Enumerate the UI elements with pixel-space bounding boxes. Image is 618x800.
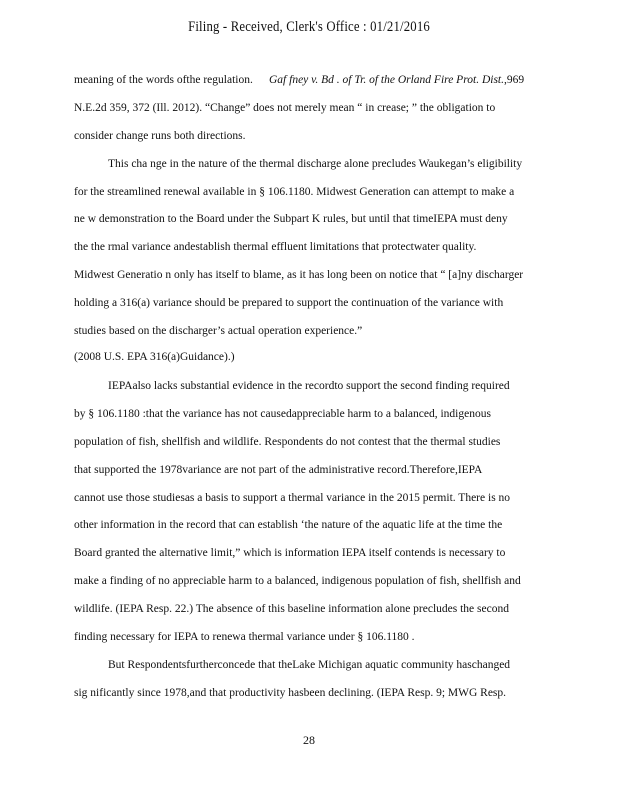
body-line-17: other information in the record that can establish ‘the nature of the aquatic life at the time the [74, 519, 503, 531]
guidance-citation: (2008 U.S. EPA 316(a)Guidance).) [74, 351, 235, 363]
body-line-2: N.E.2d 359, 372 (Ill. 2012). “Change” does not merely mean “ in crease; ” the obligation to [74, 102, 496, 114]
body-line-9: holding a 316(a) variance should be prepared to support the continuation of the variance with [74, 297, 504, 309]
filing-stamp-header: Filing - Received, Clerk's Office : 01/21/2016 [188, 19, 430, 35]
body-line-13: by § 106.1180 :that the variance has not causedappreciable harm to a balanced, indigenous [74, 408, 491, 420]
body-line-10: studies based on the discharger’s actual operation experience.” [74, 325, 363, 337]
body-line-6: ne w demonstration to the Board under the Subpart K rules, but until that timeIEPA must deny [74, 213, 508, 225]
body-line-1 [74, 73, 253, 87]
citation-tail: ,969 [504, 74, 525, 86]
paragraph-start: This cha nge in the nature of the thermal discharge alone precludes Waukegan’s eligibility [108, 158, 523, 170]
body-line-14: population of fish, shellfish and wildlife. Respondents do not contest that the thermal studies [74, 436, 501, 448]
body-line-8: Midwest Generatio n only has itself to blame, as it has long been on notice that “ [a]ny discharger [74, 269, 524, 281]
body-line-15: that supported the 1978variance are not part of the administrative record.Therefore,IEPA [74, 464, 483, 476]
body-line-18: Board granted the alternative limit,” which is information IEPA itself contends is necessary to [74, 547, 506, 559]
body-line-19: make a finding of no appreciable harm to a balanced, indigenous population of fish, shellfish and [74, 575, 521, 587]
body-line-5: for the streamlined renewal available in § 106.1180. Midwest Generation can attempt to make a [74, 186, 515, 198]
body-text: meaning of the words ofthe regulation. [74, 74, 253, 86]
body-line-16: cannot use those studiesas a basis to support a thermal variance in the 2015 permit. There is no [74, 492, 511, 504]
body-line-21: finding necessary for IEPA to renewa thermal variance under § 106.1180 . [74, 631, 415, 643]
paragraph-start: But Respondentsfurtherconcede that theLake Michigan aquatic community haschanged [108, 659, 511, 671]
body-line-20: wildlife. (IEPA Resp. 22.) The absence of this baseline information alone precludes the second [74, 603, 509, 615]
body-line-7: the the rmal variance andestablish thermal effluent limitations that protectwater quality. [74, 241, 477, 253]
page-number: 28 [303, 733, 315, 747]
case-citation [269, 73, 524, 87]
paragraph-start: IEPAalso lacks substantial evidence in the recordto support the second finding required [108, 380, 510, 392]
body-line-3: consider change runs both directions. [74, 130, 246, 142]
body-line-23: sig nificantly since 1978,and that productivity hasbeen declining. (IEPA Resp. 9; MWG Resp. [74, 687, 507, 699]
citation-text: Gaf fney v. Bd . of Tr. of the Orland Fire Prot. Dist. [269, 74, 504, 86]
